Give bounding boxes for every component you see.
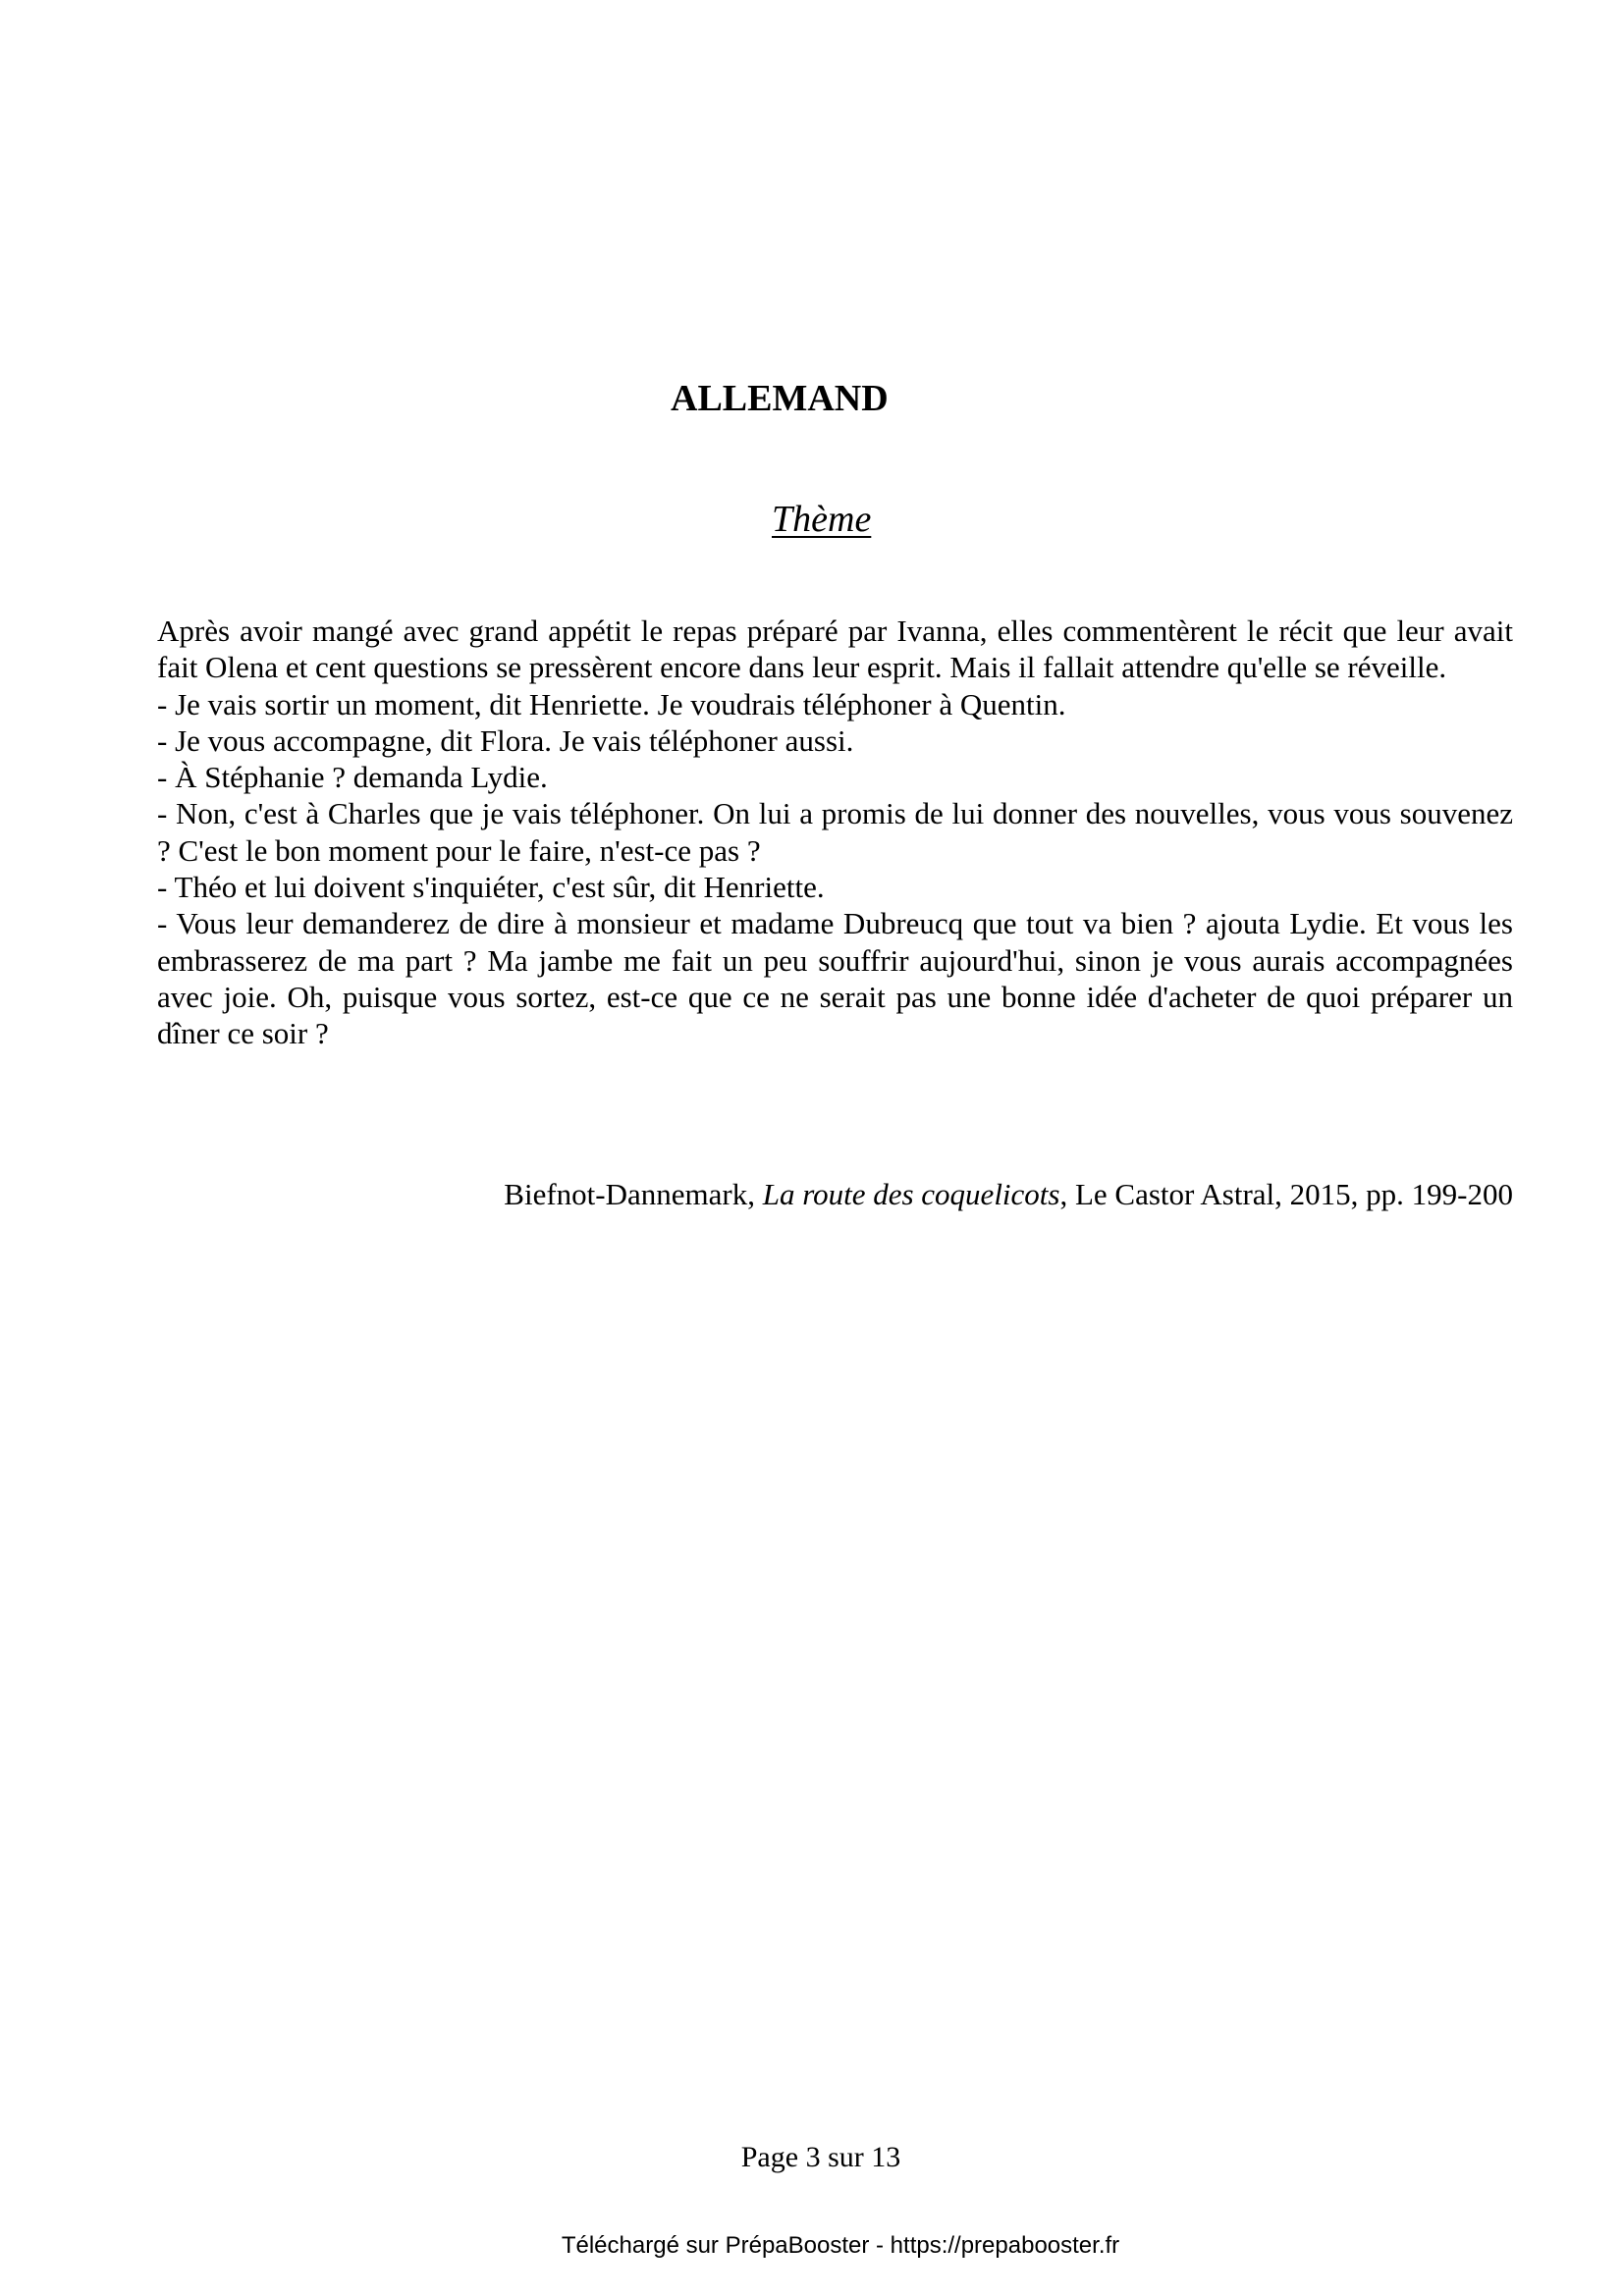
paragraph: - À Stéphanie ? demanda Lydie. bbox=[157, 760, 548, 795]
paragraph: - Vous leur demanderez de dire à monsieur et madame Dubreucq que tout va bien ? ajouta Lydie. Et vous les embrasserez de ma part ? Ma jambe me fait un peu souffrir aujourd'hui, sinon je vous aurais accompagnées avec joie. Oh, puisque vous sortez, est-ce que ce ne serait pas une bonne idée d'acheter de quoi préparer un dîner ce soir ? bbox=[157, 906, 1513, 1051]
paragraph: - Je vous accompagne, dit Flora. Je vais téléphoner aussi. bbox=[157, 722, 854, 758]
heading-text: ALLEMAND bbox=[671, 378, 889, 419]
source-citation bbox=[504, 1176, 1513, 1212]
citation-title: La route des coquelicots bbox=[762, 1177, 1060, 1211]
page-number: Page 3 sur 13 bbox=[740, 2141, 901, 2173]
exercise-subheading: Thème bbox=[772, 499, 872, 540]
paragraph: - Non, c'est à Charles que je vais téléphoner. On lui a promis de lui donner des nouvelles, vous vous souvenez ? C'est le bon moment pour le faire, n'est-ce pas ? bbox=[157, 796, 1513, 868]
download-footer: Téléchargé sur PrépaBooster - https://prepabooster.fr bbox=[561, 2232, 1120, 2259]
citation-publisher: , Le Castor Astral, 2015, pp. 199-200 bbox=[1059, 1177, 1513, 1211]
paragraph: - Théo et lui doivent s'inquiéter, c'est sûr, dit Henriette. bbox=[157, 870, 825, 905]
passage-text bbox=[157, 613, 1513, 1052]
paragraph: Après avoir mangé avec grand appétit le repas préparé par Ivanna, elles commentèrent le récit que leur avait fait Olena et cent questions se pressèrent encore dans leur esprit. Mais il fallait attendre qu'elle se réveille. bbox=[157, 614, 1513, 685]
citation-author: Biefnot-Dannemark, bbox=[504, 1177, 755, 1211]
paragraph: - Je vais sortir un moment, dit Henriette. Je voudrais téléphoner à Quentin. bbox=[157, 686, 1066, 721]
